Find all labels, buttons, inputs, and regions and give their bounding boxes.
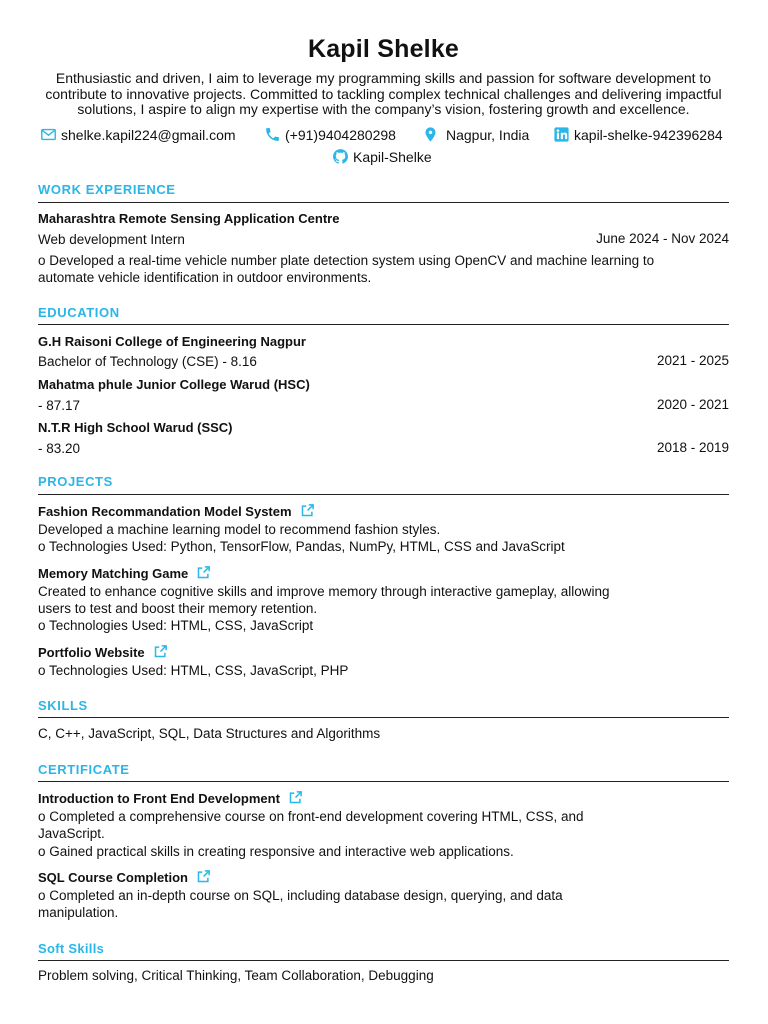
project-line: users to test and boost their memory retention. [38, 601, 318, 616]
linkedin-icon [553, 126, 570, 143]
section-divider [38, 494, 729, 495]
section-title-projects: PROJECTS [38, 474, 113, 489]
external-link-icon[interactable] [300, 503, 315, 518]
section-divider [38, 717, 729, 718]
education-detail: - 87.17 [38, 398, 81, 413]
location-pin-icon [422, 126, 439, 143]
education-school: Mahatma phule Junior College Warud (HSC) [38, 377, 310, 392]
education-detail: Bachelor of Technology (CSE) - 8.16 [38, 354, 257, 369]
certificate-line: o Completed an in-depth course on SQL, including database design, querying, and data [38, 888, 563, 903]
project-name: Memory Matching Game [38, 566, 189, 581]
work-dates: June 2024 - Nov 2024 [596, 231, 729, 246]
section-title-work-experience: WORK EXPERIENCE [38, 182, 176, 197]
education-school: G.H Raisoni College of Engineering Nagpur [38, 334, 306, 349]
certificate-line: manipulation. [38, 905, 119, 920]
section-title-soft-skills: Soft Skills [38, 941, 105, 956]
project-name: Portfolio Website [38, 645, 145, 660]
certificate-line: JavaScript. [38, 826, 105, 841]
contact-location [422, 126, 529, 143]
section-title-certificate: CERTIFICATE [38, 762, 130, 777]
certificate-title [38, 790, 303, 807]
contact-phone[interactable] [264, 126, 396, 143]
mail-icon [40, 126, 57, 143]
project-line: o Technologies Used: HTML, CSS, JavaScript [38, 618, 314, 633]
phone-text: (+91)9404280298 [285, 126, 396, 143]
work-role: Web development Intern [38, 232, 185, 247]
certificate-line: o Gained practical skills in creating responsive and interactive web applications. [38, 844, 514, 859]
project-title [38, 503, 315, 520]
work-org: Maharashtra Remote Sensing Application Centre [38, 211, 340, 226]
project-title [38, 565, 211, 582]
section-title-education: EDUCATION [38, 305, 120, 320]
skills-text: C, C++, JavaScript, SQL, Data Structures and Algorithms [38, 726, 381, 741]
external-link-icon[interactable] [153, 644, 168, 659]
section-divider [38, 202, 729, 203]
education-dates: 2018 - 2019 [656, 440, 729, 455]
project-line: Created to enhance cognitive skills and improve memory through interactive gameplay, allowing [38, 584, 610, 599]
external-link-icon[interactable] [196, 565, 211, 580]
project-line: Developed a machine learning model to recommend fashion styles. [38, 522, 441, 537]
github-text: Kapil-Shelke [353, 148, 432, 165]
project-title [38, 644, 168, 661]
education-school: N.T.R High School Warud (SSC) [38, 420, 233, 435]
education-dates: 2021 - 2025 [656, 353, 729, 368]
section-divider [38, 960, 729, 961]
section-divider [38, 781, 729, 782]
summary [38, 71, 729, 118]
summary-line: contribute to innovative projects. Committed to tackling complex technical challenges and delivering impactful [45, 85, 722, 102]
location-text: Nagpur, India [446, 126, 530, 143]
project-name: Fashion Recommandation Model System [38, 504, 292, 519]
section-title-skills: SKILLS [38, 698, 88, 713]
summary-line: Enthusiastic and driven, I aim to leverage my programming skills and passion for software development to [55, 70, 712, 86]
education-detail: - 83.20 [38, 441, 81, 456]
external-link-icon[interactable] [196, 869, 211, 884]
project-line: o Technologies Used: HTML, CSS, JavaScript, PHP [38, 663, 349, 678]
work-bullet: o Developed a real-time vehicle number plate detection system using OpenCV and machine learning to [38, 253, 655, 268]
certificate-name: Introduction to Front End Development [38, 791, 280, 806]
work-bullet: automate vehicle identification in outdoor environments. [38, 270, 372, 285]
github-icon [332, 148, 349, 165]
certificate-name: SQL Course Completion [38, 870, 188, 885]
external-link-icon[interactable] [288, 790, 303, 805]
section-divider [38, 324, 729, 325]
contact-email[interactable] [40, 126, 236, 143]
phone-icon [264, 126, 281, 143]
education-dates: 2020 - 2021 [656, 397, 729, 412]
certificate-title [38, 869, 211, 886]
linkedin-text: kapil-shelke-942396284 [574, 126, 723, 143]
certificate-line: o Completed a comprehensive course on front-end development covering HTML, CSS, and [38, 809, 584, 824]
email-text: shelke.kapil224@gmail.com [61, 126, 236, 143]
project-line: o Technologies Used: Python, TensorFlow, Pandas, NumPy, HTML, CSS and JavaScript [38, 539, 565, 554]
soft-skills-text: Problem solving, Critical Thinking, Team Collaboration, Debugging [38, 968, 434, 983]
contact-github[interactable] [332, 148, 432, 165]
summary-line: solutions, I aspire to align my expertise with the company’s vision, fostering growth and excellence. [77, 101, 690, 117]
contact-linkedin[interactable] [553, 126, 723, 143]
candidate-name: Kapil Shelke [307, 35, 460, 63]
